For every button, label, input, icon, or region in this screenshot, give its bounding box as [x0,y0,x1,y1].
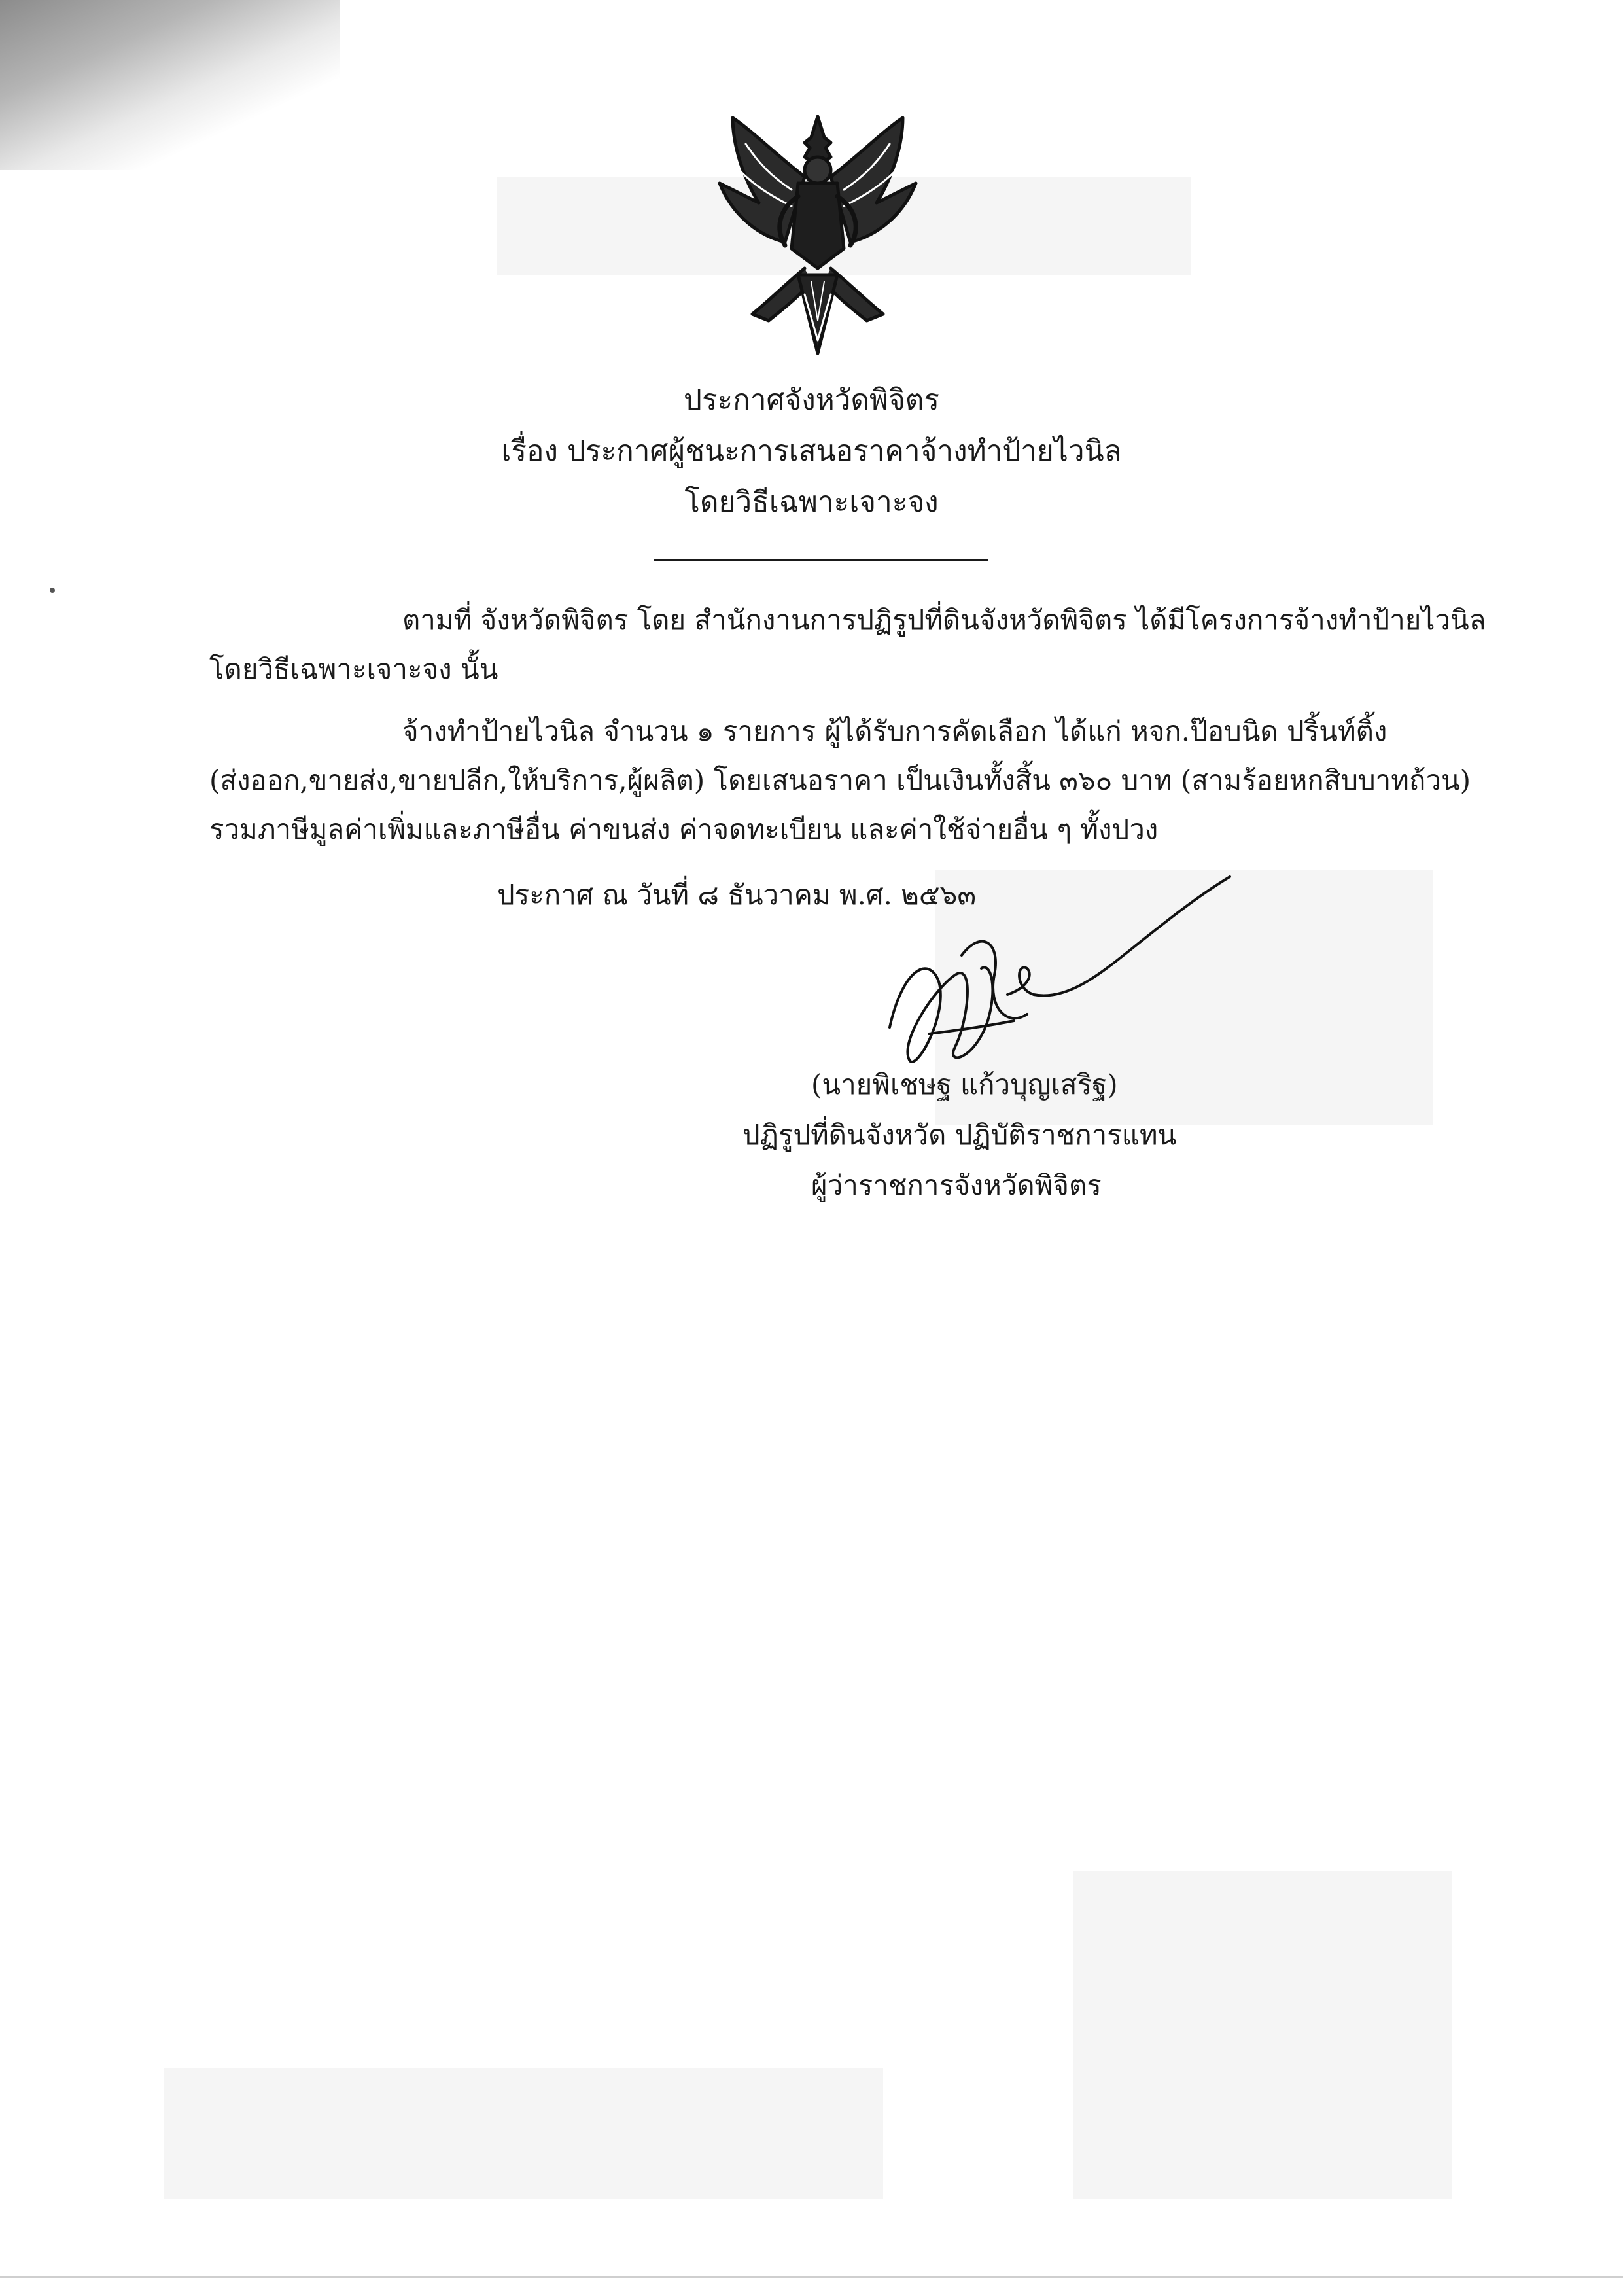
bleed-through-block [1073,1871,1452,2199]
body-para2-line2: (ส่งออก,ขายส่ง,ขายปลีก,ให้บริการ,ผู้ผลิต) โดยเสนอราคา เป็นเงินทั้งสิ้น ๓๖๐ บาท (สามร้อยหกสิบบาทถ้วน) [209,764,1471,796]
announcement-title: ประกาศจังหวัดพิจิตร [683,383,939,417]
scan-speck [50,588,55,593]
title-divider [654,559,988,561]
announcement-subject: เรื่อง ประกาศผู้ชนะการเสนอราคาจ้างทำป้ายไวนิล [501,434,1122,468]
scan-bottom-edge [0,2276,1623,2278]
body-para2-line3: รวมภาษีมูลค่าเพิ่มและภาษีอื่น ค่าขนส่ง ค่าจดทะเบียน และค่าใช้จ่ายอื่น ๆ ทั้งปวง [209,813,1159,845]
body-para1-line1: ตามที่ จังหวัดพิจิตร โดย สำนักงานการปฏิรูปที่ดินจังหวัดพิจิตร ได้มีโครงการจ้างทำป้ายไวนิล [402,604,1486,636]
announce-date: ประกาศ ณ วันที่ ๘ ธันวาคม พ.ศ. ๒๕๖๓ [497,879,977,911]
signatory-name: (นายพิเชษฐ แก้วบุญเสริฐ) [811,1069,1118,1101]
signatory-position-line2: ผู้ว่าราชการจังหวัดพิจิตร [811,1169,1102,1201]
procurement-method: โดยวิธีเฉพาะเจาะจง [684,486,939,519]
garuda-emblem-icon [707,105,929,380]
signatory-position-line1: ปฏิรูปที่ดินจังหวัด ปฏิบัติราชการแทน [742,1119,1177,1151]
body-para2-line1: จ้างทำป้ายไวนิล จำนวน ๑ รายการ ผู้ได้รับการคัดเลือก ได้แก่ หจก.ป๊อบนิด ปริ้นท์ติ้ง [402,715,1387,747]
bleed-through-barcode-bottom [164,2068,883,2199]
scan-corner-shadow [0,0,340,170]
body-para1-line2: โดยวิธีเฉพาะเจาะจง นั้น [209,653,498,685]
